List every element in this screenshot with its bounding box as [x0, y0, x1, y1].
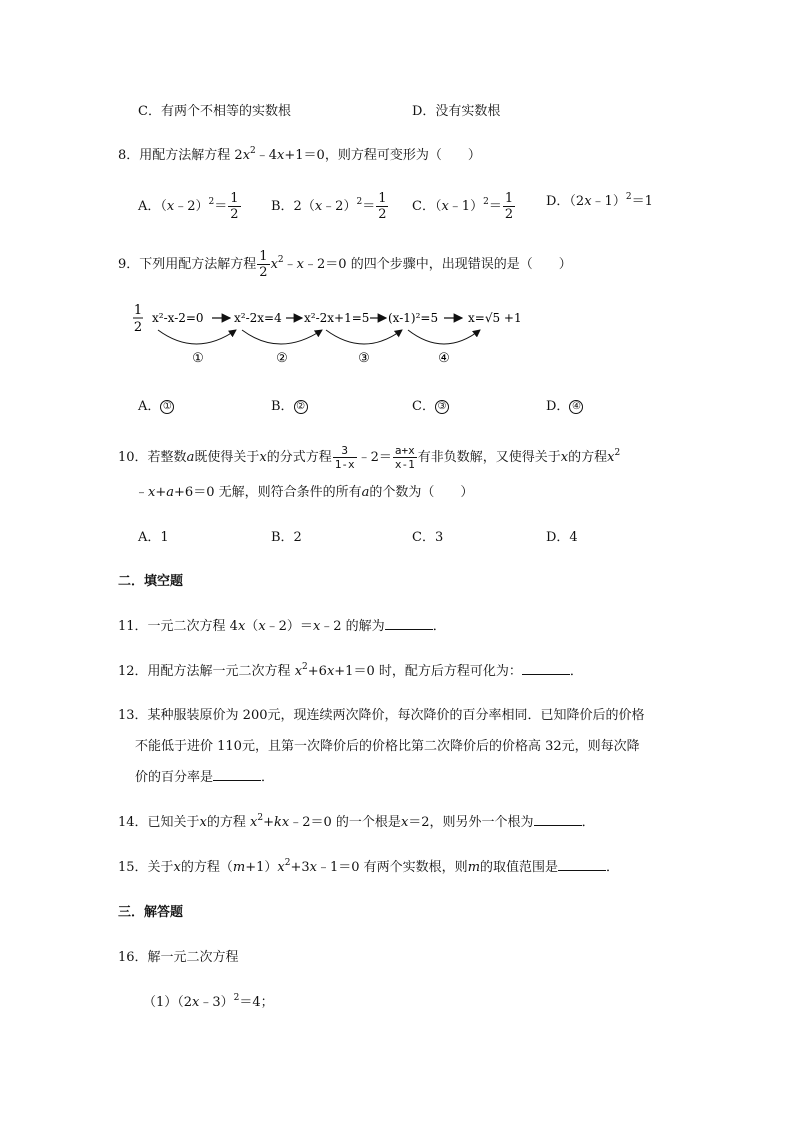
- q15-text: 15．关于x的方程$(m+1)x^2+3x﹣1=0$ 有两个实数根，则m的取值范围是 ．: [118, 858, 620, 875]
- q9-option-c: C． ③: [412, 397, 449, 417]
- q9-diagram-half-num: 1: [133, 303, 143, 318]
- q11-text: 11．一元二次方程 4x（x﹣2）＝x﹣2 的解为 ．: [118, 619, 446, 634]
- answer-blank: [522, 662, 570, 675]
- q9-circle-1: ①: [192, 351, 204, 366]
- q13-line1: 13．某种服装原价为 200元，现连续两次降价，每次降价的百分率相同．已知降价后的价格: [118, 708, 645, 723]
- q14-text: 14．已知关于x的方程 $x^2+kx﹣2=0$ 的一个根是x＝2，则另外一个根为 ．: [118, 813, 595, 830]
- q9-circle-2: ②: [276, 351, 288, 366]
- q9-arc-1: [158, 330, 236, 344]
- q10-option-c: C．3: [412, 530, 444, 545]
- q9-stem: 9．下列用配方法解方程 $\frac{1}{2}$ $x^2﹣x﹣2=0$ 的四个步骤中，出现错误的是（ ）: [118, 249, 572, 280]
- answer-blank: [213, 768, 261, 781]
- answer-blank: [558, 858, 606, 871]
- q9-option-a: A． ①: [138, 397, 174, 417]
- q10-option-a: A．1: [138, 530, 169, 545]
- q10-option-b: B．2: [271, 530, 302, 545]
- q10-option-d: D．4: [546, 530, 578, 545]
- q7-option-c: C．有两个不相等的实数根: [138, 104, 291, 119]
- q13-line3: 价的百分率是 ．: [135, 770, 275, 785]
- q8-option-c: C．（x﹣1）$^2$＝ $\frac{1}{2}$: [412, 191, 514, 222]
- q9-circle-4: ④: [438, 351, 450, 366]
- section-solve-heading: 三．解答题: [118, 905, 184, 920]
- q9-arc-2: [242, 330, 322, 344]
- q13-line2: 不能低于进价 110元，且第一次降价后的价格比第二次降价后的价格高 32元，则每次降: [135, 739, 640, 754]
- q9-arc-4: [408, 330, 480, 344]
- q16-title: 16．解一元二次方程: [118, 950, 239, 965]
- section-fill-blank-heading: 二．填空题: [118, 574, 184, 589]
- q8-option-b: B．2（x﹣2）$^2$＝ $\frac{1}{2}$: [271, 191, 387, 222]
- q9-step-4: x=√5 +1: [468, 311, 522, 325]
- q16-part1: （1）（2x﹣3）$^2$＝4；: [143, 993, 274, 1010]
- q8-stem: 8．用配方法解方程 $2x^2﹣4x+1=0$，则方程可变形为（ ）: [118, 146, 481, 163]
- q8-option-a: A．（x﹣2）$^2$＝ $\frac{1}{2}$: [138, 191, 239, 222]
- q8-option-d: D．（2x﹣1）$^2$＝1: [546, 192, 653, 209]
- q9-step-0: x²-x-2=0: [152, 311, 204, 325]
- q9-option-d: D． ④: [546, 397, 583, 417]
- q9-step-3: (x-1)²=5: [388, 311, 439, 325]
- q9-option-b: B． ②: [271, 397, 308, 417]
- q12-text: 12．用配方法解一元二次方程 $x^2+6x+1=0$ 时，配方后方程可化为： ．: [118, 662, 583, 679]
- q9-arc-3: [326, 330, 402, 344]
- q9-steps-diagram: [130, 300, 530, 370]
- q7-option-d: D．没有实数根: [412, 104, 501, 119]
- q10-stem-line2: ﹣x+a+6＝0 无解，则符合条件的所有a的个数为（ ）: [135, 485, 474, 500]
- q10-stem-line1: 10．若整数a既使得关于x的分式方程 $\frac{3}{1-x}$ ﹣2＝ $\frac{a+x}{x-1}$ 有非负数解，又使得关于x的方程$x^2$: [118, 444, 621, 471]
- answer-blank: [534, 813, 582, 826]
- q9-diagram-half-den: 2: [133, 320, 143, 335]
- q9-step-1: x²-2x=4: [234, 311, 282, 325]
- answer-blank: [385, 617, 433, 630]
- q9-circle-3: ③: [358, 351, 370, 366]
- q9-step-2: x²-2x+1=5: [304, 311, 370, 325]
